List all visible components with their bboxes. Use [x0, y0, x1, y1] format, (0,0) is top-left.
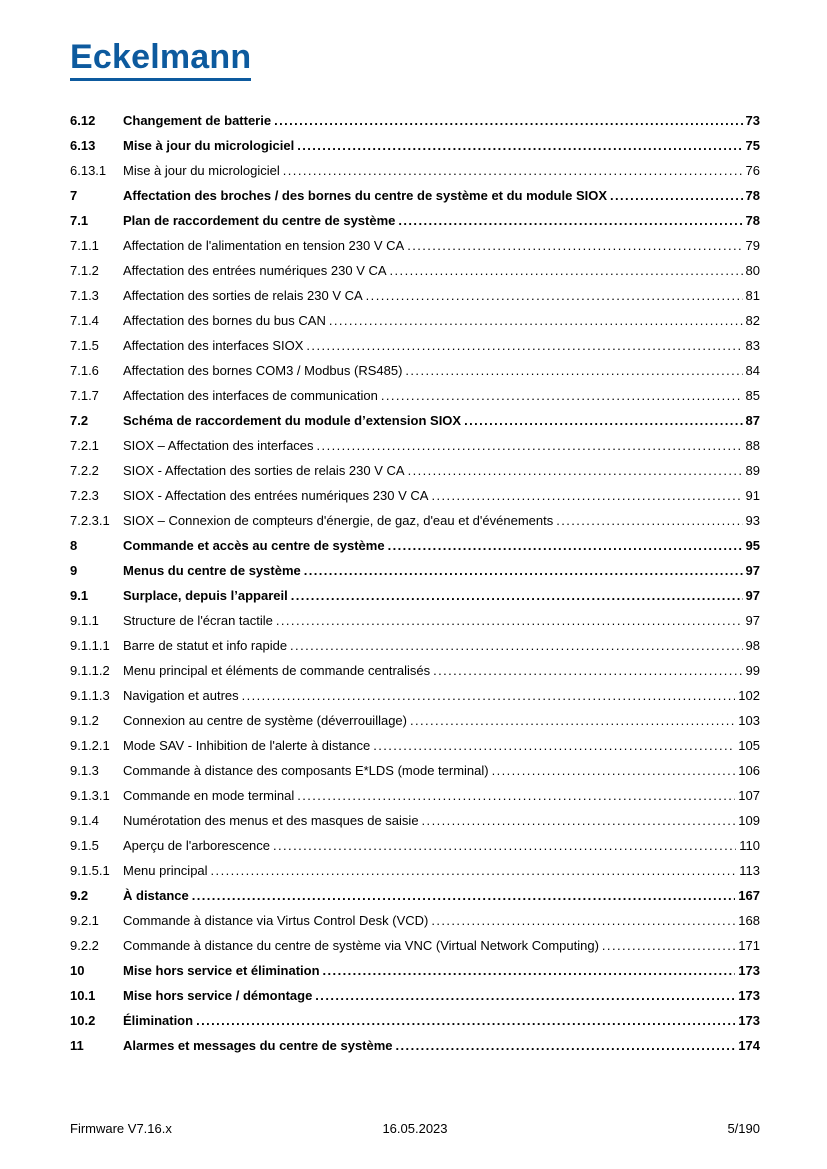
toc-dot-leader	[492, 758, 736, 783]
toc-entry-title: Affectation de l'alimentation en tension 230 V CA	[123, 238, 405, 253]
toc-entry-title: À distance	[123, 888, 189, 903]
toc-entry-page: 78	[745, 188, 760, 203]
toc-entry-page: 167	[738, 888, 760, 903]
toc-dot-leader	[283, 158, 743, 183]
toc-entry-page: 173	[738, 988, 760, 1003]
toc-entry-page: 84	[745, 363, 760, 378]
toc-entry-page: 79	[745, 238, 760, 253]
toc-dot-leader	[317, 433, 743, 458]
toc-entry-page: 173	[738, 1013, 760, 1028]
toc-entry-title: Navigation et autres	[123, 688, 239, 703]
toc-entry[interactable]	[70, 658, 760, 683]
toc-entry-number: 10.2	[70, 1013, 96, 1028]
footer-firmware-version: Firmware V7.16.x	[70, 1121, 172, 1136]
toc-entry-title: Mise à jour du micrologiciel	[123, 138, 295, 153]
toc-dot-leader	[398, 208, 742, 233]
toc-dot-leader	[410, 708, 735, 733]
toc-entry-number: 9.1.2.1	[70, 738, 110, 753]
toc-entry-number: 7	[70, 188, 78, 203]
toc-entry-number: 9.1.4	[70, 813, 99, 828]
toc-entry-number: 7.2.2	[70, 463, 99, 478]
toc-entry-title: Élimination	[123, 1013, 194, 1028]
toc-dot-leader	[323, 958, 736, 983]
toc-entry-page: 171	[738, 938, 760, 953]
toc-entry[interactable]	[70, 308, 760, 333]
toc-entry-page: 93	[745, 513, 760, 528]
toc-entry-page: 81	[745, 288, 760, 303]
toc-entry-title: SIOX – Affectation des interfaces	[123, 438, 314, 453]
toc-entry[interactable]	[70, 508, 760, 533]
toc-entry-number: 9.2	[70, 888, 89, 903]
toc-entry-number: 6.12	[70, 113, 96, 128]
toc-entry-number: 7.1.1	[70, 238, 99, 253]
toc-dot-leader	[329, 308, 743, 333]
toc-entry-page: 173	[738, 963, 760, 978]
toc-dot-leader	[407, 233, 742, 258]
toc-entry-title: Commande à distance des composants E*LDS (mode terminal)	[123, 763, 489, 778]
toc-entry[interactable]	[70, 433, 760, 458]
toc-entry[interactable]	[70, 633, 760, 658]
toc-entry[interactable]	[70, 533, 760, 558]
toc-entry-title: Mise hors service / démontage	[123, 988, 313, 1003]
toc-entry[interactable]	[70, 558, 760, 583]
toc-dot-leader	[297, 133, 742, 158]
toc-entry[interactable]	[70, 908, 760, 933]
toc-entry[interactable]	[70, 783, 760, 808]
toc-dot-leader	[431, 483, 742, 508]
toc-entry-number: 9.2.1	[70, 913, 99, 928]
toc-entry-number: 6.13	[70, 138, 96, 153]
toc-entry-title: Mise à jour du micrologiciel	[123, 163, 280, 178]
footer-page-number: 5/190	[727, 1121, 760, 1136]
toc-entry-title: Affectation des sorties de relais 230 V CA	[123, 288, 363, 303]
toc-entry[interactable]	[70, 758, 760, 783]
toc-entry-title: Mise hors service et élimination	[123, 963, 320, 978]
toc-entry-page: 83	[745, 338, 760, 353]
toc-dot-leader	[431, 908, 735, 933]
toc-entry-title: SIOX - Affectation des sorties de relais 230 V CA	[123, 463, 405, 478]
toc-entry-title: Menus du centre de système	[123, 563, 301, 578]
eckelmann-logo-underline	[70, 78, 251, 81]
toc-entry[interactable]	[70, 133, 760, 158]
toc-entry[interactable]	[70, 383, 760, 408]
toc-entry-number: 9.2.2	[70, 938, 99, 953]
toc-entry-number: 7.1.3	[70, 288, 99, 303]
toc-entry-page: 97	[745, 563, 760, 578]
toc-dot-leader	[381, 383, 743, 408]
toc-dot-leader	[291, 583, 743, 608]
toc-dot-leader	[388, 533, 743, 558]
toc-entry-page: 95	[745, 538, 760, 553]
toc-dot-leader	[422, 808, 736, 833]
footer-date: 16.05.2023	[382, 1121, 448, 1136]
toc-entry-title: Commande et accès au centre de système	[123, 538, 385, 553]
toc-entry[interactable]	[70, 958, 760, 983]
toc-dot-leader	[274, 108, 742, 133]
toc-entry-page: 174	[738, 1038, 760, 1053]
toc-entry-title: Menu principal	[123, 863, 208, 878]
toc-entry-title: Commande à distance du centre de système via VNC (Virtual Network Computing)	[123, 938, 599, 953]
toc-entry-number: 11	[70, 1038, 84, 1053]
page-footer	[70, 1121, 760, 1136]
toc-entry[interactable]	[70, 458, 760, 483]
toc-entry-number: 10.1	[70, 988, 96, 1003]
toc-dot-leader	[390, 258, 743, 283]
toc-dot-leader	[306, 333, 742, 358]
toc-dot-leader	[373, 733, 735, 758]
toc-entry-number: 9.1.1.1	[70, 638, 110, 653]
toc-entry[interactable]	[70, 983, 760, 1008]
toc-dot-leader	[192, 883, 736, 908]
toc-entry-number: 7.1.5	[70, 338, 99, 353]
toc-entry-title: Commande en mode terminal	[123, 788, 295, 803]
toc-entry-number: 7.2.3	[70, 488, 99, 503]
toc-entry[interactable]	[70, 108, 760, 133]
toc-dot-leader	[464, 408, 742, 433]
toc-entry-page: 107	[738, 788, 760, 803]
toc-dot-leader	[366, 283, 743, 308]
toc-entry-number: 9.1.5	[70, 838, 99, 853]
toc-dot-leader	[297, 783, 735, 808]
toc-dot-leader	[196, 1008, 735, 1033]
toc-entry-number: 9.1.1	[70, 613, 99, 628]
toc-entry-number: 7.1.2	[70, 263, 99, 278]
toc-entry-number: 9.1.3	[70, 763, 99, 778]
toc-entry-title: SIOX – Connexion de compteurs d'énergie, de gaz, d'eau et d'événements	[123, 513, 554, 528]
toc-entry[interactable]	[70, 833, 760, 858]
toc-entry-page: 85	[745, 388, 760, 403]
toc-entry[interactable]	[70, 1008, 760, 1033]
toc-entry[interactable]	[70, 583, 760, 608]
toc-entry-page: 82	[745, 313, 760, 328]
toc-entry-title: Schéma de raccordement du module d’extension SIOX	[123, 413, 462, 428]
toc-entry-title: Numérotation des menus et des masques de saisie	[123, 813, 419, 828]
toc-entry-number: 9	[70, 563, 78, 578]
toc-entry-number: 10	[70, 963, 85, 978]
toc-entry-number: 6.13.1	[70, 163, 107, 178]
toc-entry[interactable]	[70, 258, 760, 283]
toc-entry-page: 89	[745, 463, 760, 478]
toc-entry-title: Aperçu de l'arborescence	[123, 838, 271, 853]
toc-dot-leader	[610, 183, 743, 208]
toc-entry-page: 99	[745, 663, 760, 678]
toc-entry-number: 9.1.3.1	[70, 788, 110, 803]
toc-entry-number: 7.2.3.1	[70, 513, 110, 528]
toc-entry[interactable]	[70, 233, 760, 258]
toc-entry-number: 7.1	[70, 213, 89, 228]
toc-entry-number: 9.1.1.3	[70, 688, 110, 703]
toc-entry-number: 9.1.2	[70, 713, 99, 728]
toc-entry-page: 168	[738, 913, 760, 928]
toc-entry-number: 9.1.5.1	[70, 863, 110, 878]
toc-entry-page: 91	[745, 488, 760, 503]
toc-entry-number: 7.2.1	[70, 438, 99, 453]
toc-entry-page: 109	[738, 813, 760, 828]
toc-dot-leader	[242, 683, 736, 708]
toc-entry-number: 7.1.6	[70, 363, 99, 378]
toc-entry-page: 87	[745, 413, 760, 428]
toc-dot-leader	[211, 858, 737, 883]
toc-dot-leader	[290, 633, 742, 658]
toc-entry-number: 8	[70, 538, 78, 553]
toc-entry-title: Affectation des bornes COM3 / Modbus (RS485)	[123, 363, 403, 378]
eckelmann-logo-text: Eckelmann	[70, 38, 252, 76]
toc-entry-title: Affectation des entrées numériques 230 V CA	[123, 263, 387, 278]
toc-entry[interactable]	[70, 483, 760, 508]
toc-entry[interactable]	[70, 858, 760, 883]
toc-entry-page: 106	[738, 763, 760, 778]
toc-entry-page: 103	[738, 713, 760, 728]
toc-entry-page: 105	[738, 738, 760, 753]
toc-entry[interactable]	[70, 208, 760, 233]
toc-entry-title: Surplace, depuis l’appareil	[123, 588, 288, 603]
toc-entry[interactable]	[70, 283, 760, 308]
toc-entry-title: Plan de raccordement du centre de système	[123, 213, 396, 228]
toc-entry[interactable]	[70, 333, 760, 358]
toc-entry[interactable]	[70, 358, 760, 383]
toc-entry[interactable]	[70, 1033, 760, 1058]
toc-entry-title: SIOX - Affectation des entrées numériques 230 V CA	[123, 488, 429, 503]
toc-entry[interactable]	[70, 708, 760, 733]
toc-entry[interactable]	[70, 158, 760, 183]
toc-entry-page: 98	[745, 638, 760, 653]
toc-entry[interactable]	[70, 683, 760, 708]
toc-dot-leader	[276, 608, 743, 633]
toc-dot-leader	[396, 1033, 736, 1058]
toc-entry-number: 9.1	[70, 588, 89, 603]
toc-dot-leader	[315, 983, 735, 1008]
toc-entry[interactable]	[70, 408, 760, 433]
toc-entry-title: Alarmes et messages du centre de système	[123, 1038, 393, 1053]
toc-entry[interactable]	[70, 183, 760, 208]
toc-entry-title: Menu principal et éléments de commande centralisés	[123, 663, 431, 678]
toc-entry-page: 76	[745, 163, 760, 178]
toc-dot-leader	[405, 358, 742, 383]
toc-dot-leader	[556, 508, 742, 533]
toc-entry[interactable]	[70, 808, 760, 833]
toc-entry[interactable]	[70, 608, 760, 633]
toc-entry-number: 7.2	[70, 413, 89, 428]
eckelmann-logo	[70, 40, 251, 81]
toc-entry-page: 88	[745, 438, 760, 453]
toc-entry-title: Connexion au centre de système (déverrouillage)	[123, 713, 407, 728]
toc-entry[interactable]	[70, 933, 760, 958]
toc-entry-title: Changement de batterie	[123, 113, 272, 128]
toc-entry-title: Affectation des bornes du bus CAN	[123, 313, 326, 328]
toc-entry-title: Affectation des interfaces SIOX	[123, 338, 304, 353]
toc-entry-title: Affectation des broches / des bornes du centre de système et du module SIOX	[123, 188, 608, 203]
toc-entry-page: 80	[745, 263, 760, 278]
toc-entry-title: Mode SAV - Inhibition de l'alerte à distance	[123, 738, 371, 753]
toc-entry-page: 97	[745, 613, 760, 628]
toc-entry[interactable]	[70, 883, 760, 908]
table-of-contents	[70, 108, 760, 1058]
toc-entry-number: 7.1.7	[70, 388, 99, 403]
toc-entry-title: Affectation des interfaces de communication	[123, 388, 378, 403]
toc-entry-title: Commande à distance via Virtus Control Desk (VCD)	[123, 913, 429, 928]
toc-entry[interactable]	[70, 733, 760, 758]
toc-dot-leader	[273, 833, 736, 858]
toc-entry-page: 110	[739, 838, 760, 853]
toc-dot-leader	[304, 558, 743, 583]
toc-dot-leader	[408, 458, 743, 483]
toc-entry-page: 102	[738, 688, 760, 703]
toc-entry-number: 7.1.4	[70, 313, 99, 328]
toc-entry-page: 113	[739, 863, 760, 878]
toc-entry-page: 78	[745, 213, 760, 228]
toc-entry-title: Structure de l'écran tactile	[123, 613, 273, 628]
toc-entry-number: 9.1.1.2	[70, 663, 110, 678]
toc-dot-leader	[433, 658, 742, 683]
toc-entry-title: Barre de statut et info rapide	[123, 638, 288, 653]
toc-entry-page: 75	[745, 138, 760, 153]
toc-dot-leader	[602, 933, 735, 958]
toc-entry-page: 97	[745, 588, 760, 603]
toc-entry-page: 73	[745, 113, 760, 128]
